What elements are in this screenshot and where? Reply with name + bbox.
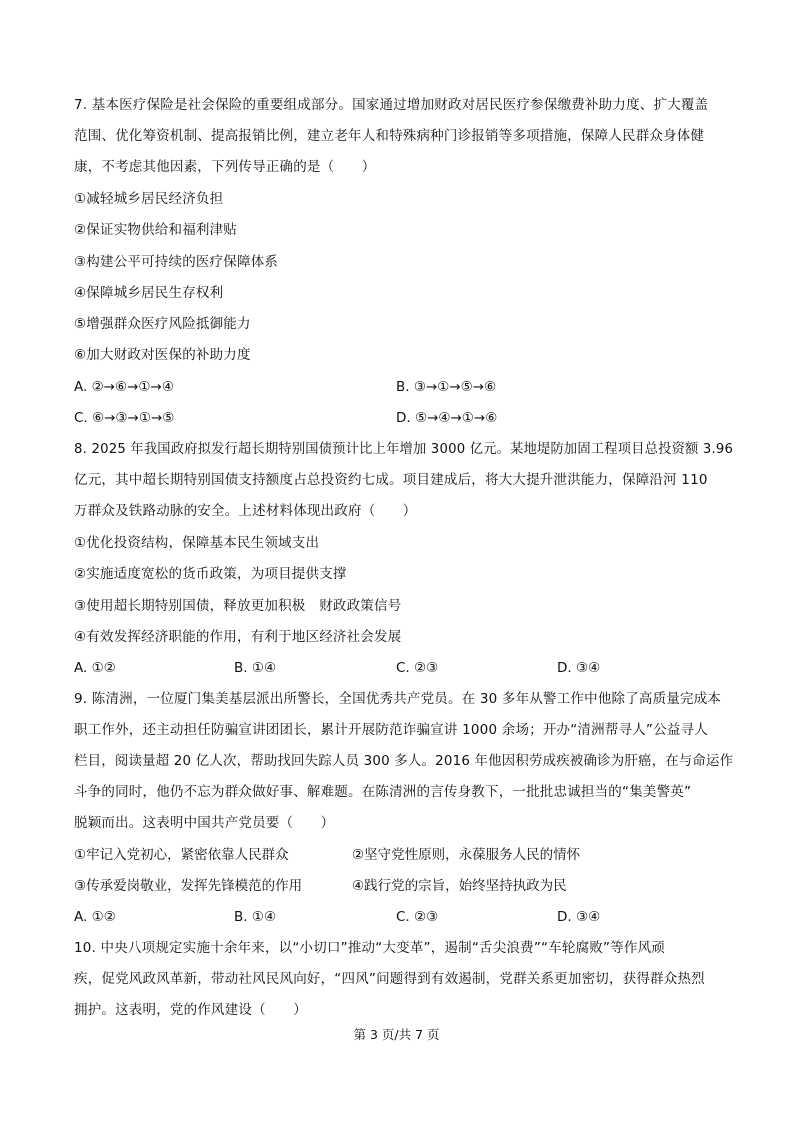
q7-stem-line-2: 范围、优化筹资机制、提高报销比例，建立老年人和特殊病种门诊报销等多项措施，保障人民群众身体健 <box>74 128 705 144</box>
q7-option-b: B. ③→①→⑤→⑥ <box>396 379 497 395</box>
q7-option-a: A. ②→⑥→①→④ <box>74 379 174 395</box>
q7-item-3: ③构建公平可持续的医疗保障体系 <box>74 254 279 270</box>
q9-stem-line-1: 9. 陈清洲，一位厦门集美基层派出所警长，全国优秀共产党员。在 30 多年从警工作中他除了高质量完成本 <box>74 691 722 707</box>
q9-stem-line-4: 斗争的同时，他仍不忘为群众做好事、解难题。在陈清洲的言传身教下，一批批忠诚担当的“集美警英” <box>74 784 692 800</box>
q8-item-1: ①优化投资结构，保障基本民生领域支出 <box>74 535 320 551</box>
q10-stem-line-1: 10. 中央八项规定实施十余年来，以“小切口”推动“大变革”，遏制“舌尖浪费”“车轮腐败”等作风顽 <box>74 940 666 956</box>
q9-stem-line-5: 脱颖而出。这表明中国共产党员要（ ） <box>74 815 335 831</box>
q8-stem-line-3: 万群众及铁路动脉的安全。上述材料体现出政府（ ） <box>74 503 417 519</box>
q9-stem-line-2: 职工作外，还主动担任防骗宣讲团团长，累计开展防范诈骗宣讲 1000 余场；开办“清洲帮寻人”公益寻人 <box>74 722 708 738</box>
q7-item-5: ⑤增强群众医疗风险抵御能力 <box>74 316 251 332</box>
q7-item-2: ②保证实物供给和福利津贴 <box>74 222 238 238</box>
q9-option-a: A. ①② <box>74 909 116 925</box>
q10-stem-line-3: 拥护。这表明，党的作风建设（ ） <box>74 1002 307 1018</box>
q7-stem-line-3: 康，不考虑其他因素，下列传导正确的是（ ） <box>74 159 376 175</box>
q8-option-a: A. ①② <box>74 660 116 676</box>
page-number-footer: 第 3 页/共 7 页 <box>353 1027 440 1042</box>
q9-item-1: ①牢记入党初心，紧密依靠人民群众 <box>74 847 289 863</box>
q7-item-6: ⑥加大财政对医保的补助力度 <box>74 347 251 363</box>
q8-item-3: ③使用超长期特别国债，释放更加积极 财政政策信号 <box>74 598 402 614</box>
q7-item-4: ④保障城乡居民生存权利 <box>74 285 224 301</box>
q10-stem-line-2: 疾，促党风政风革新，带动社风民风向好，“四风”问题得到有效遏制，党群关系更加密切，获得群众热烈 <box>74 971 705 987</box>
q9-option-c: C. ②③ <box>396 909 439 925</box>
q7-item-1: ①减轻城乡居民经济负担 <box>74 191 224 207</box>
q7-option-c: C. ⑥→③→①→⑤ <box>74 410 175 426</box>
q8-item-4: ④有效发挥经济职能的作用，有利于地区经济社会发展 <box>74 629 402 645</box>
q9-item-2: ②坚守党性原则，永葆服务人民的情怀 <box>352 847 581 863</box>
q9-stem-line-3: 栏目，阅读量超 20 亿人次，帮助找回失踪人员 300 多人。2016 年他因积劳成疾被确诊为肝癌，在与命运作 <box>74 753 734 769</box>
q8-stem-line-1: 8. 2025 年我国政府拟发行超长期特别国债预计比上年增加 3000 亿元。某地堤防加固工程项目总投资额 3.96 <box>74 441 734 457</box>
q8-option-b: B. ①④ <box>234 660 277 676</box>
q8-stem-line-2: 亿元，其中超长期特别国债支持额度占总投资约七成。项目建成后，将大大提升泄洪能力，保障沿河 110 <box>74 472 708 488</box>
q8-option-c: C. ②③ <box>396 660 439 676</box>
q9-option-d: D. ③④ <box>557 909 601 925</box>
q7-stem-line-1: 7. 基本医疗保险是社会保险的重要组成部分。国家通过增加财政对居民医疗参保缴费补助力度、扩大覆盖 <box>74 97 709 113</box>
q9-option-b: B. ①④ <box>234 909 277 925</box>
q8-item-2: ②实施适度宽松的货币政策，为项目提供支撑 <box>74 566 347 582</box>
q7-option-d: D. ⑤→④→①→⑥ <box>396 410 498 426</box>
q9-item-3: ③传承爱岗敬业，发挥先锋模范的作用 <box>74 878 303 894</box>
q8-option-d: D. ③④ <box>557 660 601 676</box>
q9-item-4: ④践行党的宗旨，始终坚持执政为民 <box>352 878 567 894</box>
